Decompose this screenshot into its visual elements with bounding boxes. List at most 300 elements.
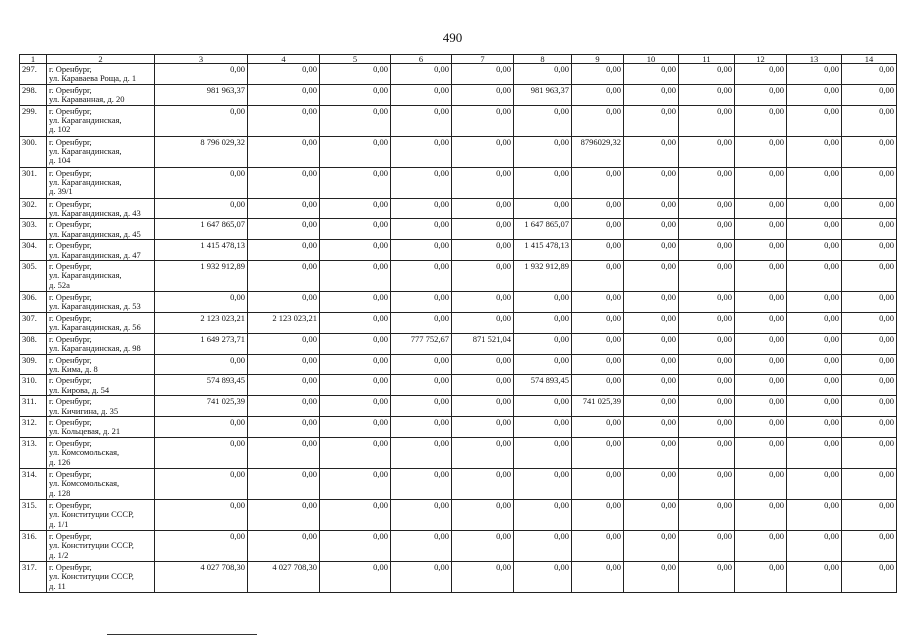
value-cell-col-12: 0,00	[735, 261, 787, 292]
value-cell-col-9: 0,00	[572, 312, 624, 333]
value-cell-col-7: 0,00	[452, 354, 514, 375]
value-cell-col-3: 1 932 912,89	[155, 261, 248, 292]
value-cell-col-6: 0,00	[391, 167, 452, 198]
address-line: ул. Карагандинская,	[49, 115, 122, 126]
column-number-row	[20, 55, 897, 64]
value-cell-col-3: 981 963,37	[155, 84, 248, 105]
row-number: 305.	[20, 261, 47, 292]
value-cell-col-14: 0,00	[842, 530, 897, 561]
value-cell-col-14: 0,00	[842, 333, 897, 354]
value-cell-col-10: 0,00	[624, 64, 679, 85]
address-line: д. 104	[49, 155, 71, 166]
value-cell-col-7: 0,00	[452, 375, 514, 396]
value-cell-col-5: 0,00	[320, 292, 391, 313]
value-cell-col-9: 0,00	[572, 167, 624, 198]
address-line: д. 11	[49, 580, 66, 591]
value-cell-col-14: 0,00	[842, 312, 897, 333]
value-cell-col-11: 0,00	[679, 354, 735, 375]
value-cell-col-8: 0,00	[514, 530, 572, 561]
value-cell-col-13: 0,00	[787, 64, 842, 85]
value-cell-col-14: 0,00	[842, 416, 897, 437]
address-cell	[47, 499, 155, 530]
address-cell	[47, 105, 155, 136]
value-cell-col-12: 0,00	[735, 105, 787, 136]
address-line: ул. Карагандинская, д. 47	[49, 249, 141, 260]
value-cell-col-11: 0,00	[679, 312, 735, 333]
address-line: г. Оренбург,	[49, 167, 92, 178]
address-line: д. 39/1	[49, 186, 73, 197]
value-cell-col-8: 0,00	[514, 64, 572, 85]
address-line: г. Оренбург,	[49, 354, 92, 365]
address-line: ул. Карагандинская, д. 43	[49, 208, 141, 219]
address-line: г. Оренбург,	[49, 312, 92, 323]
table-body	[20, 55, 897, 593]
row-number: 306.	[20, 292, 47, 313]
value-cell-col-10: 0,00	[624, 333, 679, 354]
row-number: 315.	[20, 499, 47, 530]
column-number-5: 5	[320, 55, 391, 64]
address-line: ул. Кольцевая, д. 21	[49, 426, 121, 437]
value-cell-col-11: 0,00	[679, 333, 735, 354]
value-cell-col-3: 0,00	[155, 468, 248, 499]
address-line: ул. Комсомольская,	[49, 447, 120, 458]
column-number-2: 2	[47, 55, 155, 64]
value-cell-col-5: 0,00	[320, 240, 391, 261]
value-cell-col-7: 0,00	[452, 219, 514, 240]
value-cell-col-11: 0,00	[679, 198, 735, 219]
page-number: 490	[442, 30, 463, 45]
column-number-4: 4	[248, 55, 320, 64]
value-cell-col-8: 574 893,45	[514, 375, 572, 396]
value-cell-col-9: 0,00	[572, 261, 624, 292]
value-cell-col-4: 0,00	[248, 167, 320, 198]
row-number: 316.	[20, 530, 47, 561]
table-row	[20, 354, 897, 375]
value-cell-col-12: 0,00	[735, 375, 787, 396]
column-number-1: 1	[20, 55, 47, 64]
value-cell-col-14: 0,00	[842, 261, 897, 292]
value-cell-col-7: 0,00	[452, 198, 514, 219]
value-cell-col-6: 0,00	[391, 64, 452, 85]
column-number-8: 8	[514, 55, 572, 64]
value-cell-col-4: 0,00	[248, 261, 320, 292]
value-cell-col-5: 0,00	[320, 84, 391, 105]
address-line: г. Оренбург,	[49, 416, 92, 427]
value-cell-col-14: 0,00	[842, 354, 897, 375]
value-cell-col-5: 0,00	[320, 198, 391, 219]
value-cell-col-7: 0,00	[452, 64, 514, 85]
value-cell-col-12: 0,00	[735, 416, 787, 437]
address-cell	[47, 240, 155, 261]
address-line: г. Оренбург,	[49, 105, 92, 116]
address-cell	[47, 396, 155, 417]
value-cell-col-7: 0,00	[452, 499, 514, 530]
value-cell-col-9: 0,00	[572, 105, 624, 136]
address-cell	[47, 416, 155, 437]
value-cell-col-8: 1 932 912,89	[514, 261, 572, 292]
value-cell-col-3: 8 796 029,32	[155, 136, 248, 167]
address-line: г. Оренбург,	[49, 84, 92, 95]
value-cell-col-11: 0,00	[679, 261, 735, 292]
value-cell-col-12: 0,00	[735, 219, 787, 240]
value-cell-col-7: 0,00	[452, 261, 514, 292]
value-cell-col-4: 0,00	[248, 354, 320, 375]
value-cell-col-7: 0,00	[452, 416, 514, 437]
value-cell-col-8: 0,00	[514, 396, 572, 417]
address-line: г. Оренбург,	[49, 375, 92, 386]
table-row	[20, 499, 897, 530]
address-cell	[47, 167, 155, 198]
value-cell-col-3: 0,00	[155, 499, 248, 530]
value-cell-col-10: 0,00	[624, 167, 679, 198]
value-cell-col-6: 0,00	[391, 375, 452, 396]
address-cell	[47, 84, 155, 105]
row-number: 317.	[20, 561, 47, 592]
address-line: д. 126	[49, 456, 71, 467]
column-number-7: 7	[452, 55, 514, 64]
value-cell-col-13: 0,00	[787, 396, 842, 417]
value-cell-col-9: 0,00	[572, 499, 624, 530]
value-cell-col-4: 0,00	[248, 416, 320, 437]
table-row	[20, 105, 897, 136]
address-line: ул. Конституции СССР,	[49, 571, 134, 582]
value-cell-col-13: 0,00	[787, 437, 842, 468]
row-number: 309.	[20, 354, 47, 375]
value-cell-col-13: 0,00	[787, 261, 842, 292]
value-cell-col-13: 0,00	[787, 105, 842, 136]
value-cell-col-5: 0,00	[320, 261, 391, 292]
value-cell-col-8: 0,00	[514, 499, 572, 530]
row-number: 301.	[20, 167, 47, 198]
address-line: г. Оренбург,	[49, 499, 92, 510]
address-line: ул. Карагандинская, д. 53	[49, 301, 141, 312]
value-cell-col-6: 0,00	[391, 561, 452, 592]
value-cell-col-14: 0,00	[842, 198, 897, 219]
table-row	[20, 219, 897, 240]
value-cell-col-7: 871 521,04	[452, 333, 514, 354]
value-cell-col-7: 0,00	[452, 84, 514, 105]
value-cell-col-12: 0,00	[735, 437, 787, 468]
address-line: г. Оренбург,	[49, 240, 92, 251]
value-cell-col-10: 0,00	[624, 84, 679, 105]
value-cell-col-12: 0,00	[735, 396, 787, 417]
value-cell-col-3: 0,00	[155, 198, 248, 219]
address-line: ул. Карагандинская,	[49, 146, 122, 157]
value-cell-col-11: 0,00	[679, 561, 735, 592]
value-cell-col-10: 0,00	[624, 354, 679, 375]
column-number-6: 6	[391, 55, 452, 64]
address-line: г. Оренбург,	[49, 261, 92, 272]
value-cell-col-6: 0,00	[391, 292, 452, 313]
value-cell-col-9: 0,00	[572, 354, 624, 375]
row-number: 308.	[20, 333, 47, 354]
column-number-13: 13	[787, 55, 842, 64]
address-line: ул. Карагандинская,	[49, 270, 122, 281]
column-number-9: 9	[572, 55, 624, 64]
value-cell-col-3: 0,00	[155, 64, 248, 85]
address-line: д. 1/1	[49, 518, 69, 529]
value-cell-col-9: 0,00	[572, 375, 624, 396]
value-cell-col-7: 0,00	[452, 105, 514, 136]
value-cell-col-7: 0,00	[452, 240, 514, 261]
value-cell-col-5: 0,00	[320, 312, 391, 333]
value-cell-col-11: 0,00	[679, 468, 735, 499]
value-cell-col-6: 0,00	[391, 499, 452, 530]
row-number: 298.	[20, 84, 47, 105]
value-cell-col-13: 0,00	[787, 198, 842, 219]
value-cell-col-10: 0,00	[624, 240, 679, 261]
address-line: д. 1/2	[49, 549, 69, 560]
value-cell-col-4: 0,00	[248, 198, 320, 219]
value-cell-col-10: 0,00	[624, 396, 679, 417]
row-number: 314.	[20, 468, 47, 499]
value-cell-col-13: 0,00	[787, 561, 842, 592]
address-cell	[47, 64, 155, 85]
value-cell-col-14: 0,00	[842, 240, 897, 261]
value-cell-col-14: 0,00	[842, 375, 897, 396]
value-cell-col-8: 0,00	[514, 292, 572, 313]
value-cell-col-10: 0,00	[624, 198, 679, 219]
value-cell-col-11: 0,00	[679, 292, 735, 313]
value-cell-col-4: 0,00	[248, 437, 320, 468]
value-cell-col-11: 0,00	[679, 84, 735, 105]
value-cell-col-11: 0,00	[679, 396, 735, 417]
address-line: ул. Карагандинская, д. 45	[49, 228, 141, 239]
value-cell-col-8: 0,00	[514, 105, 572, 136]
value-cell-col-3: 741 025,39	[155, 396, 248, 417]
value-cell-col-9: 0,00	[572, 333, 624, 354]
value-cell-col-8: 0,00	[514, 416, 572, 437]
value-cell-col-12: 0,00	[735, 198, 787, 219]
table-row	[20, 84, 897, 105]
value-cell-col-8: 0,00	[514, 312, 572, 333]
value-cell-col-13: 0,00	[787, 530, 842, 561]
address-line: г. Оренбург,	[49, 333, 92, 344]
value-cell-col-3: 0,00	[155, 167, 248, 198]
value-cell-col-6: 0,00	[391, 136, 452, 167]
table-row	[20, 437, 897, 468]
value-cell-col-8: 0,00	[514, 561, 572, 592]
value-cell-col-13: 0,00	[787, 240, 842, 261]
value-cell-col-5: 0,00	[320, 375, 391, 396]
value-cell-col-6: 0,00	[391, 240, 452, 261]
column-number-11: 11	[679, 55, 735, 64]
value-cell-col-4: 2 123 023,21	[248, 312, 320, 333]
value-cell-col-10: 0,00	[624, 375, 679, 396]
value-cell-col-9: 0,00	[572, 561, 624, 592]
value-cell-col-7: 0,00	[452, 468, 514, 499]
value-cell-col-12: 0,00	[735, 167, 787, 198]
value-cell-col-8: 0,00	[514, 333, 572, 354]
value-cell-col-5: 0,00	[320, 105, 391, 136]
address-line: г. Оренбург,	[49, 136, 92, 147]
value-cell-col-3: 0,00	[155, 354, 248, 375]
value-cell-col-4: 0,00	[248, 240, 320, 261]
value-cell-col-10: 0,00	[624, 437, 679, 468]
address-line: г. Оренбург,	[49, 64, 92, 74]
value-cell-col-8: 981 963,37	[514, 84, 572, 105]
table-row	[20, 530, 897, 561]
value-cell-col-3: 4 027 708,30	[155, 561, 248, 592]
address-line: ул. Конституции СССР,	[49, 540, 134, 551]
value-cell-col-5: 0,00	[320, 219, 391, 240]
address-cell	[47, 561, 155, 592]
address-cell	[47, 333, 155, 354]
value-cell-col-7: 0,00	[452, 396, 514, 417]
value-cell-col-11: 0,00	[679, 530, 735, 561]
value-cell-col-11: 0,00	[679, 167, 735, 198]
address-line: г. Оренбург,	[49, 292, 92, 303]
value-cell-col-8: 0,00	[514, 354, 572, 375]
value-cell-col-13: 0,00	[787, 167, 842, 198]
address-line: ул. Комсомольская,	[49, 478, 120, 489]
address-line: г. Оренбург,	[49, 219, 92, 230]
value-cell-col-11: 0,00	[679, 416, 735, 437]
address-line: ул. Карагандинская, д. 56	[49, 322, 141, 333]
value-cell-col-6: 0,00	[391, 261, 452, 292]
address-line: д. 102	[49, 124, 71, 135]
value-cell-col-12: 0,00	[735, 354, 787, 375]
value-cell-col-8: 0,00	[514, 468, 572, 499]
value-cell-col-6: 0,00	[391, 437, 452, 468]
value-cell-col-5: 0,00	[320, 64, 391, 85]
value-cell-col-3: 0,00	[155, 292, 248, 313]
table-row	[20, 64, 897, 85]
value-cell-col-5: 0,00	[320, 530, 391, 561]
value-cell-col-4: 0,00	[248, 292, 320, 313]
row-number: 313.	[20, 437, 47, 468]
value-cell-col-13: 0,00	[787, 219, 842, 240]
value-cell-col-4: 0,00	[248, 64, 320, 85]
address-cell	[47, 312, 155, 333]
value-cell-col-12: 0,00	[735, 499, 787, 530]
value-cell-col-12: 0,00	[735, 333, 787, 354]
value-cell-col-10: 0,00	[624, 312, 679, 333]
value-cell-col-11: 0,00	[679, 136, 735, 167]
address-line: д. 52а	[49, 279, 70, 290]
value-cell-col-9: 0,00	[572, 198, 624, 219]
address-line: ул. Кирова, д. 54	[49, 384, 110, 395]
value-cell-col-5: 0,00	[320, 416, 391, 437]
value-cell-col-6: 0,00	[391, 198, 452, 219]
value-cell-col-4: 0,00	[248, 105, 320, 136]
value-cell-col-11: 0,00	[679, 499, 735, 530]
value-cell-col-7: 0,00	[452, 136, 514, 167]
value-cell-col-3: 0,00	[155, 416, 248, 437]
value-cell-col-4: 0,00	[248, 84, 320, 105]
value-cell-col-8: 0,00	[514, 198, 572, 219]
value-cell-col-6: 0,00	[391, 219, 452, 240]
value-cell-col-7: 0,00	[452, 312, 514, 333]
value-cell-col-7: 0,00	[452, 292, 514, 313]
value-cell-col-8: 0,00	[514, 167, 572, 198]
address-line: г. Оренбург,	[49, 468, 92, 479]
value-cell-col-8: 0,00	[514, 136, 572, 167]
address-line: ул. Кичигина, д. 35	[49, 405, 119, 416]
value-cell-col-10: 0,00	[624, 261, 679, 292]
value-cell-col-14: 0,00	[842, 292, 897, 313]
table-row	[20, 292, 897, 313]
data-table	[19, 54, 897, 593]
value-cell-col-3: 0,00	[155, 105, 248, 136]
value-cell-col-14: 0,00	[842, 105, 897, 136]
table-row	[20, 396, 897, 417]
column-number-12: 12	[735, 55, 787, 64]
value-cell-col-9: 0,00	[572, 64, 624, 85]
value-cell-col-5: 0,00	[320, 396, 391, 417]
row-number: 311.	[20, 396, 47, 417]
value-cell-col-3: 0,00	[155, 437, 248, 468]
value-cell-col-6: 0,00	[391, 468, 452, 499]
table-row	[20, 561, 897, 592]
value-cell-col-12: 0,00	[735, 292, 787, 313]
value-cell-col-6: 777 752,67	[391, 333, 452, 354]
value-cell-col-9: 0,00	[572, 240, 624, 261]
column-number-14: 14	[842, 55, 897, 64]
value-cell-col-11: 0,00	[679, 219, 735, 240]
value-cell-col-3: 2 123 023,21	[155, 312, 248, 333]
table-row	[20, 167, 897, 198]
column-number-10: 10	[624, 55, 679, 64]
value-cell-col-11: 0,00	[679, 375, 735, 396]
value-cell-col-4: 0,00	[248, 499, 320, 530]
table-row	[20, 261, 897, 292]
value-cell-col-6: 0,00	[391, 105, 452, 136]
value-cell-col-3: 1 647 865,07	[155, 219, 248, 240]
value-cell-col-9: 0,00	[572, 468, 624, 499]
value-cell-col-4: 0,00	[248, 530, 320, 561]
address-cell	[47, 136, 155, 167]
value-cell-col-4: 0,00	[248, 333, 320, 354]
value-cell-col-5: 0,00	[320, 561, 391, 592]
value-cell-col-7: 0,00	[452, 561, 514, 592]
value-cell-col-3: 0,00	[155, 530, 248, 561]
value-cell-col-4: 0,00	[248, 396, 320, 417]
value-cell-col-6: 0,00	[391, 530, 452, 561]
row-number: 300.	[20, 136, 47, 167]
value-cell-col-6: 0,00	[391, 84, 452, 105]
address-line: ул. Караванная, д. 20	[49, 94, 125, 105]
value-cell-col-13: 0,00	[787, 312, 842, 333]
value-cell-col-14: 0,00	[842, 468, 897, 499]
address-cell	[47, 198, 155, 219]
value-cell-col-4: 4 027 708,30	[248, 561, 320, 592]
value-cell-col-14: 0,00	[842, 499, 897, 530]
address-cell	[47, 530, 155, 561]
value-cell-col-4: 0,00	[248, 468, 320, 499]
value-cell-col-12: 0,00	[735, 136, 787, 167]
value-cell-col-10: 0,00	[624, 416, 679, 437]
value-cell-col-14: 0,00	[842, 561, 897, 592]
value-cell-col-4: 0,00	[248, 375, 320, 396]
value-cell-col-13: 0,00	[787, 292, 842, 313]
value-cell-col-14: 0,00	[842, 437, 897, 468]
value-cell-col-7: 0,00	[452, 437, 514, 468]
value-cell-col-9: 0,00	[572, 292, 624, 313]
row-number: 302.	[20, 198, 47, 219]
value-cell-col-8: 0,00	[514, 437, 572, 468]
table-row	[20, 333, 897, 354]
column-number-3: 3	[155, 55, 248, 64]
address-line: г. Оренбург,	[49, 561, 92, 572]
address-cell	[47, 437, 155, 468]
table-row	[20, 416, 897, 437]
value-cell-col-12: 0,00	[735, 468, 787, 499]
value-cell-col-3: 1 415 478,13	[155, 240, 248, 261]
table-row	[20, 198, 897, 219]
value-cell-col-14: 0,00	[842, 167, 897, 198]
value-cell-col-5: 0,00	[320, 437, 391, 468]
